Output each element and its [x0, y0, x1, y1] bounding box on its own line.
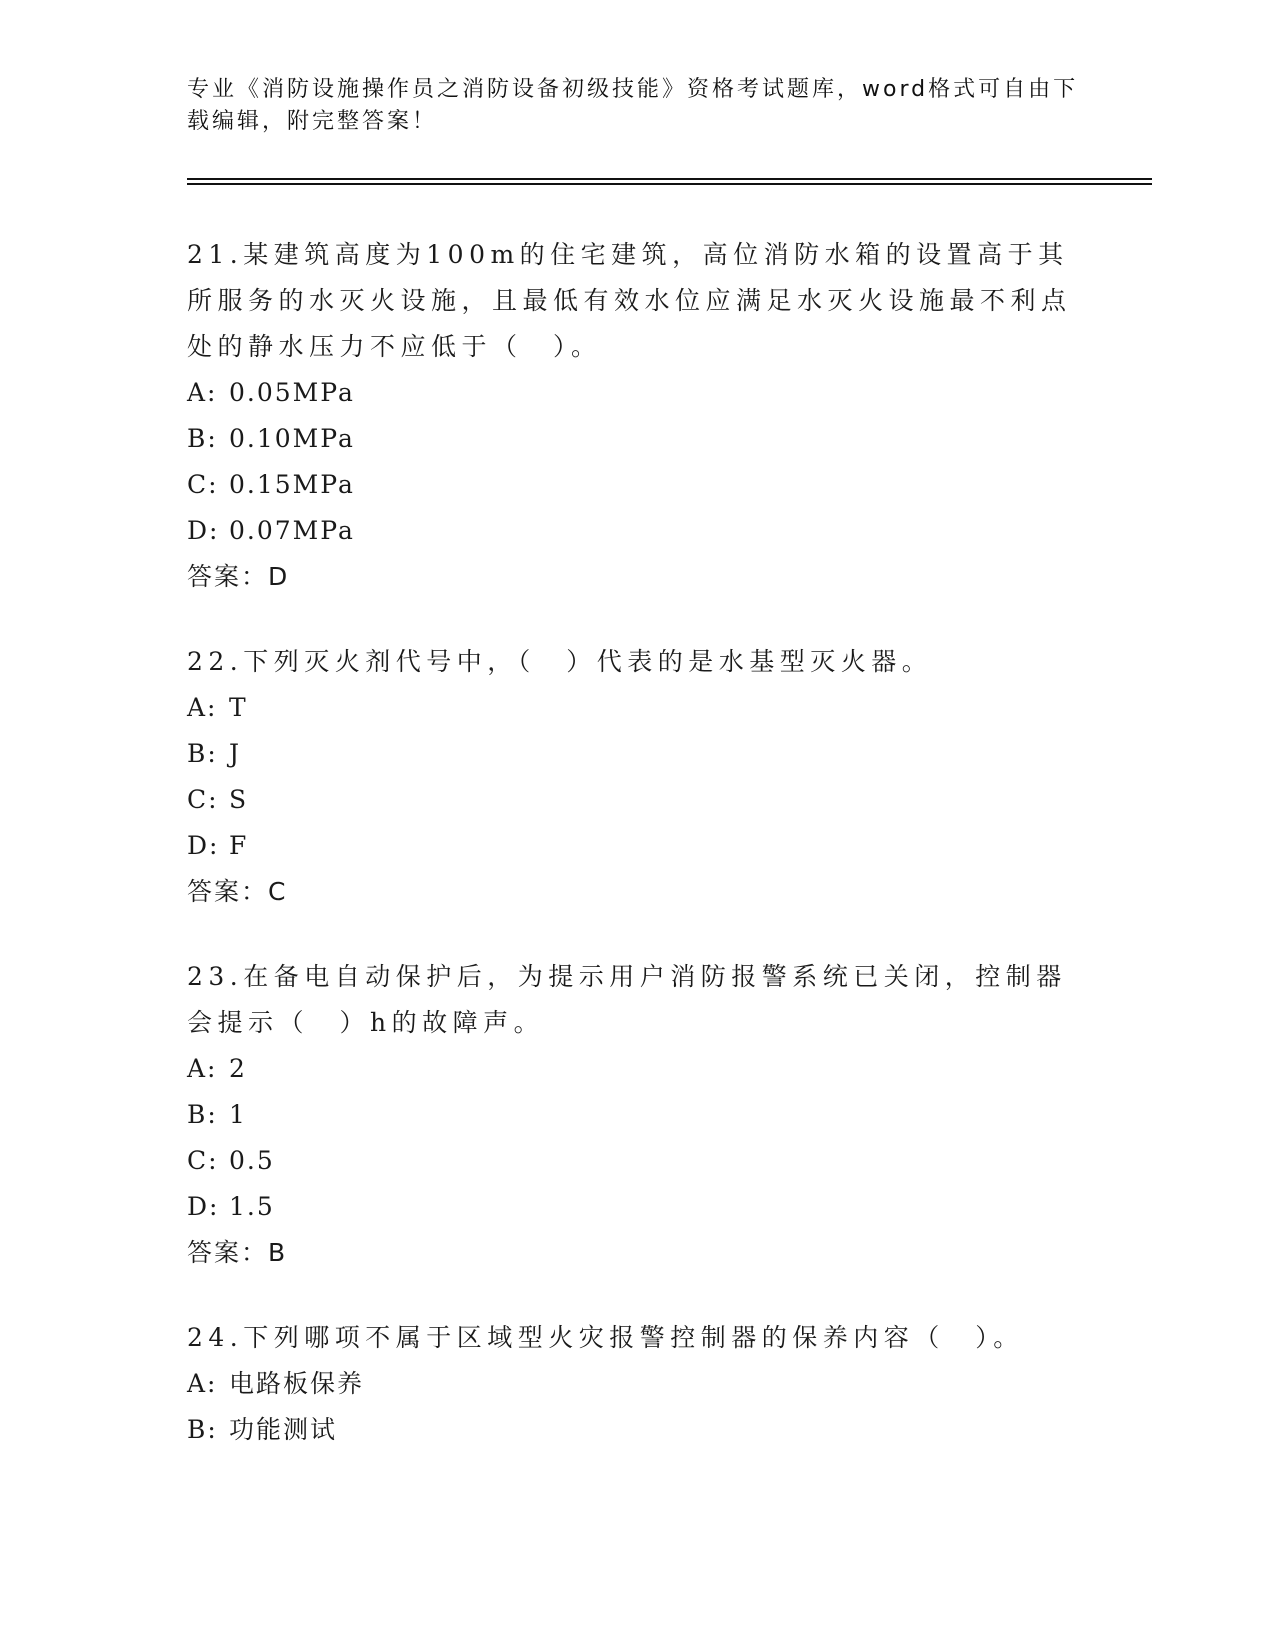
option-text: 0.05MPa: [229, 378, 355, 407]
option-b: [187, 416, 1087, 462]
page-header: 专业《消防设施操作员之消防设备初级技能》资格考试题库，word格式可自由下载编辑，附完整答案！: [187, 77, 1079, 134]
answer-label: 答案：: [187, 1238, 269, 1267]
option-key: B:: [187, 739, 218, 768]
option-a: [187, 1046, 1087, 1092]
question-24: [187, 1315, 1087, 1453]
answer-line: [187, 869, 1087, 915]
question-stem: 21.某建筑高度为100m的住宅建筑，高位消防水箱的设置高于其所服务的水灭火设施，且最低有效水位应满足水灭火设施最不利点处的静水压力不应低于（ ）。: [187, 240, 1072, 361]
option-key: D:: [187, 516, 220, 545]
option-text: 2: [229, 1054, 247, 1083]
answer-line: [187, 554, 1087, 600]
option-text: 1.5: [229, 1192, 275, 1221]
option-key: A:: [187, 1054, 218, 1083]
answer-value: D: [268, 562, 290, 591]
option-text: 功能测试: [229, 1415, 338, 1444]
option-key: A:: [187, 1369, 218, 1398]
option-c: [187, 777, 1087, 823]
option-key: A:: [187, 378, 218, 407]
option-key: B:: [187, 1415, 218, 1444]
option-text: 0.07MPa: [229, 516, 355, 545]
option-text: J: [229, 739, 242, 768]
option-a: [187, 370, 1087, 416]
option-d: [187, 508, 1087, 554]
question-list: [187, 232, 1087, 1492]
option-c: [187, 1138, 1087, 1184]
answer-value: B: [268, 1238, 288, 1267]
option-text: F: [229, 831, 249, 860]
option-c: [187, 462, 1087, 508]
header-divider: [187, 178, 1152, 180]
header-divider-second: [187, 183, 1152, 185]
option-key: D:: [187, 831, 220, 860]
option-key: C:: [187, 470, 219, 499]
option-d: [187, 823, 1087, 869]
option-text: 0.10MPa: [229, 424, 355, 453]
option-text: S: [229, 785, 249, 814]
question-22: [187, 639, 1087, 915]
option-text: 电路板保养: [229, 1369, 365, 1398]
option-key: A:: [187, 693, 218, 722]
option-b: [187, 731, 1087, 777]
answer-line: [187, 1230, 1087, 1276]
answer-label: 答案：: [187, 562, 269, 591]
option-key: C:: [187, 785, 219, 814]
option-b: [187, 1407, 1087, 1453]
answer-label: 答案：: [187, 877, 269, 906]
option-key: B:: [187, 1100, 218, 1129]
question-21: [187, 232, 1087, 600]
question-stem: 24.下列哪项不属于区域型火灾报警控制器的保养内容（ ）。: [187, 1323, 1024, 1352]
question-stem: 22.下列灭火剂代号中，（ ）代表的是水基型灭火器。: [187, 647, 933, 676]
option-key: C:: [187, 1146, 219, 1175]
option-text: 1: [229, 1100, 247, 1129]
answer-value: C: [268, 877, 288, 906]
option-a: [187, 685, 1087, 731]
option-text: 0.15MPa: [229, 470, 355, 499]
option-text: 0.5: [229, 1146, 275, 1175]
option-key: D:: [187, 1192, 220, 1221]
option-key: B:: [187, 424, 218, 453]
option-a: [187, 1361, 1087, 1407]
option-d: [187, 1184, 1087, 1230]
option-text: T: [229, 693, 248, 722]
question-stem: 23.在备电自动保护后，为提示用户消防报警系统已关闭，控制器会提示（ ）h的故障声。: [187, 962, 1067, 1037]
question-23: [187, 954, 1087, 1276]
option-b: [187, 1092, 1087, 1138]
